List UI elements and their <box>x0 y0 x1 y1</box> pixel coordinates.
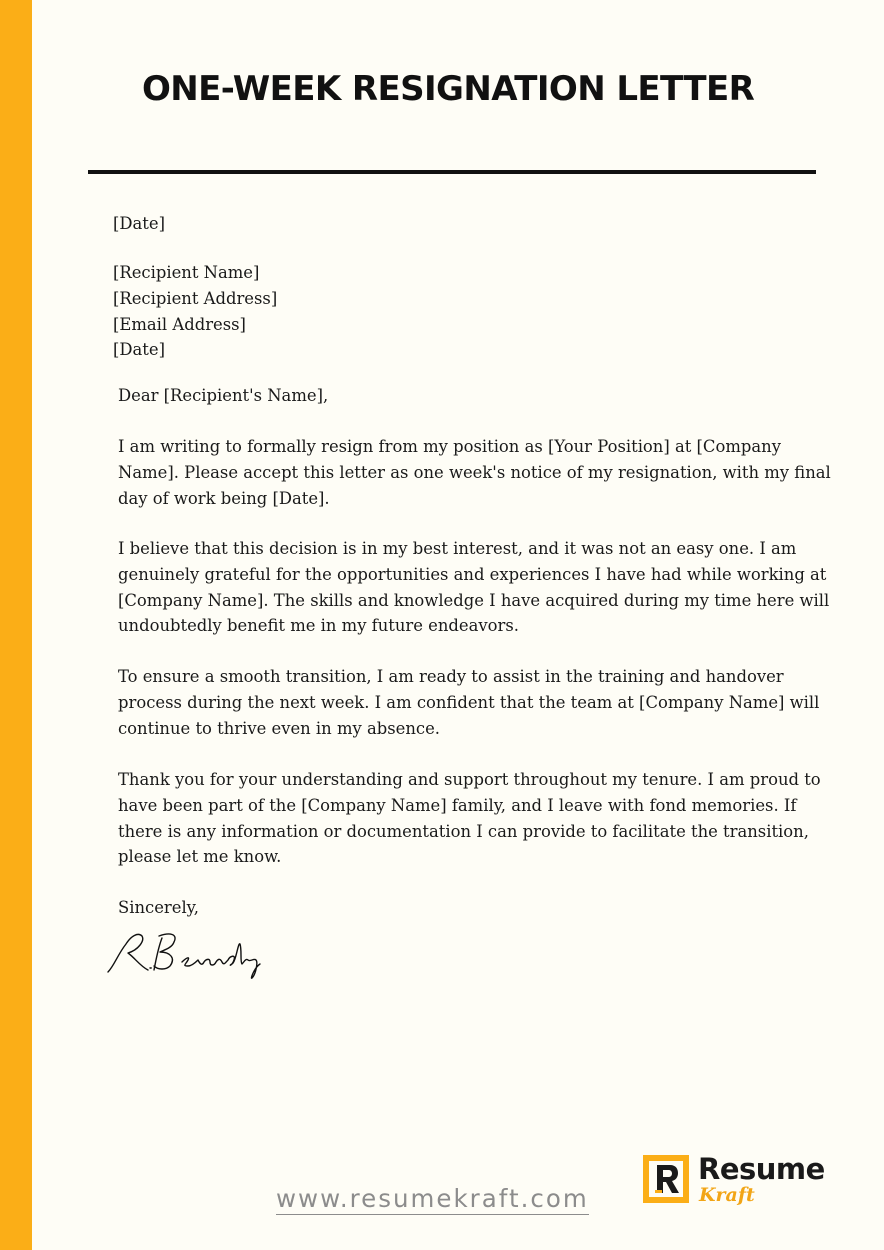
signature-icon <box>104 922 274 982</box>
paragraph-line: I believe that this decision is in my best interest, and it was not an easy one. I am <box>118 539 797 558</box>
logo-mark-icon <box>643 1155 689 1203</box>
footer-website-link[interactable]: www.resumekraft.com <box>276 1184 589 1213</box>
paragraph-line: process during the next week. I am confident that the team at [Company Name] will <box>118 692 820 712</box>
paragraph-2 <box>118 536 830 639</box>
paragraph-line: day of work being [Date]. <box>118 488 330 508</box>
recipient-address: [Recipient Address] <box>113 288 278 308</box>
paragraph-line: please let me know. <box>118 847 282 867</box>
accent-sidebar <box>0 0 32 1250</box>
salutation-text: Dear [Recipient's Name], <box>118 386 329 405</box>
email-address: [Email Address] <box>113 314 246 334</box>
recipient-date: [Date] <box>113 340 165 360</box>
recipient-address-block <box>113 260 277 363</box>
paragraph-4 <box>118 767 821 870</box>
paragraph-line: undoubtedly benefit me in my future endeavors. <box>118 616 519 636</box>
resumekraft-logo <box>643 1152 833 1211</box>
paragraph-line: Name]. Please accept this letter as one week's notice of my resignation, with my final <box>118 462 831 482</box>
closing <box>118 895 808 921</box>
logo-subtitle: Kraft <box>699 1184 755 1206</box>
paragraph-line: continue to thrive even in my absence. <box>118 718 440 738</box>
date-line <box>113 211 165 237</box>
paragraph-line: I am writing to formally resign from my position as [Your Position] at [Company <box>118 437 781 456</box>
paragraph-line: [Company Name]. The skills and knowledge I have acquired during my time here will <box>118 590 830 610</box>
paragraph-line: have been part of the [Company Name] family, and I leave with fond memories. If <box>118 795 797 815</box>
paragraph-3 <box>118 664 820 741</box>
title-divider <box>88 170 816 174</box>
paragraph-line: there is any information or documentation I can provide to facilitate the transition, <box>118 821 809 841</box>
date-text: [Date] <box>113 214 165 233</box>
logo-wordmark: Resume <box>698 1152 825 1186</box>
page-title: ONE-WEEK RESIGNATION LETTER <box>142 69 755 109</box>
paragraph-line: genuinely grateful for the opportunities and experiences I have had while working at <box>118 564 827 584</box>
recipient-name: [Recipient Name] <box>113 263 260 282</box>
closing-text: Sincerely, <box>118 898 199 917</box>
paragraph-1 <box>118 434 831 511</box>
paragraph-line: Thank you for your understanding and support throughout my tenure. I am proud to <box>118 770 821 789</box>
salutation <box>118 383 808 409</box>
paragraph-line: To ensure a smooth transition, I am ready to assist in the training and handover <box>118 667 784 686</box>
